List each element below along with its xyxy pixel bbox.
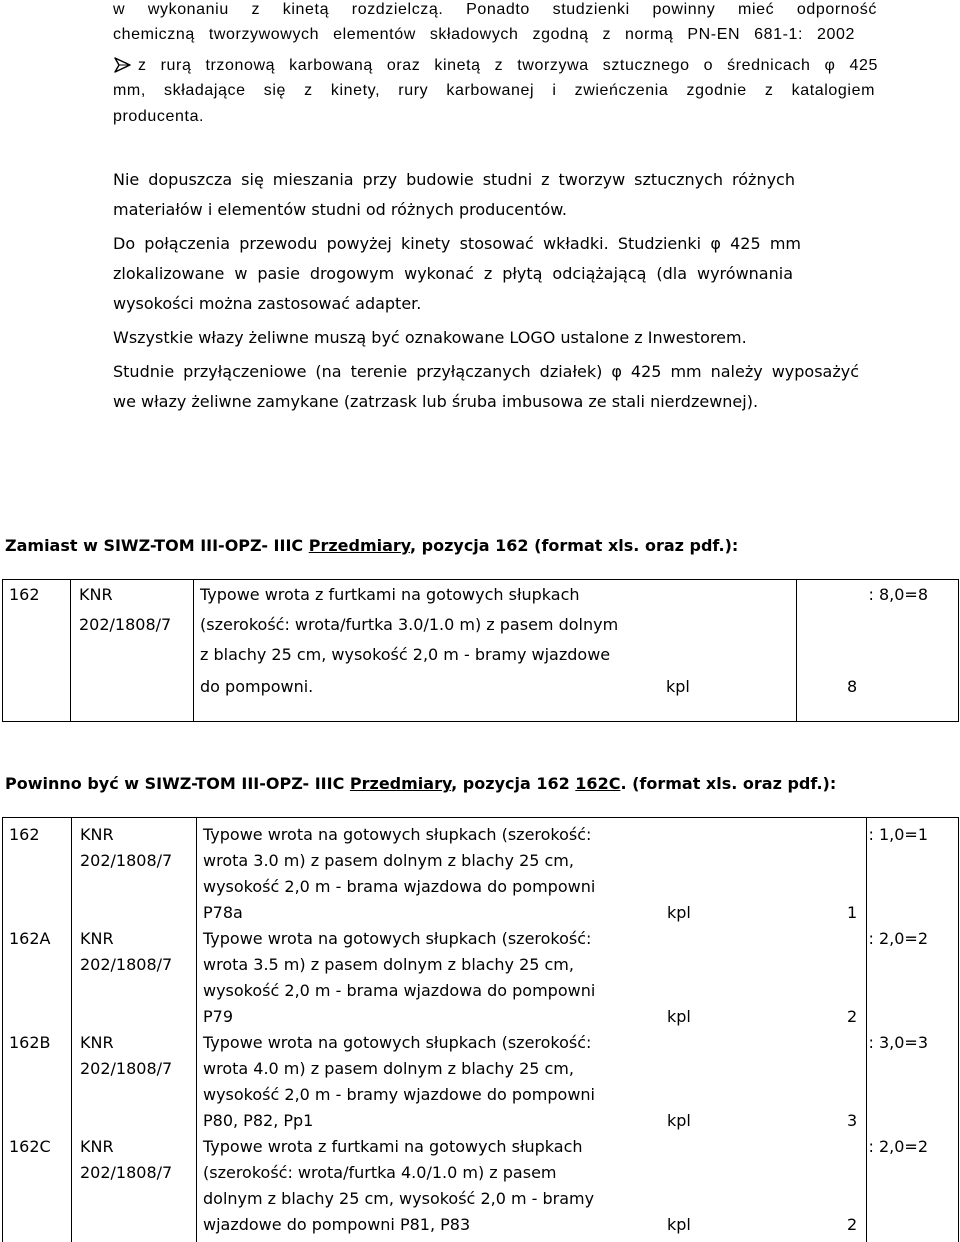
unit-label: kpl (667, 1111, 691, 1130)
section-1-heading-suffix: , pozycja 162 (format xls. oraz pdf.): (410, 536, 738, 555)
calculation-value: : 2,0=2 (868, 929, 928, 948)
section-1-heading (5, 536, 738, 555)
calculation-column (867, 818, 959, 1242)
description-line-4: wjazdowe do pompowni P81, P83 (203, 1215, 470, 1234)
code-column (72, 818, 197, 1242)
code-line-1: KNR (79, 585, 113, 604)
description-line-4: do pompowni. (200, 677, 313, 696)
section-1-heading-prefix: Zamiast w SIWZ-TOM III-OPZ- IIIC (5, 536, 309, 555)
calculation-value: : 8,0=8 (868, 585, 928, 604)
code-line-2: 202/1808/7 (80, 851, 172, 870)
code-line-2: 202/1808/7 (80, 1163, 172, 1182)
position-number: 162 (9, 825, 40, 844)
quantity-value: 8 (847, 677, 857, 696)
table-row (3, 580, 959, 722)
description-line-3: wysokość 2,0 m - bramy wjazdowe do pompowni (203, 1085, 595, 1104)
paragraph-3-line-1: Wszystkie włazy żeliwne muszą być oznakowane LOGO ustalone z Inwestorem. (113, 328, 747, 347)
unit-label: kpl (666, 677, 690, 696)
section-2-heading (5, 774, 836, 793)
section-2-heading-suffix: , pozycja 162 (451, 774, 575, 793)
code-line-2: 202/1808/7 (79, 615, 171, 634)
calculation-value: : 2,0=2 (868, 1137, 928, 1156)
section-1-heading-underlined: Przedmiary (309, 536, 410, 555)
position-number: 162B (9, 1033, 51, 1052)
position-number: 162C (9, 1137, 51, 1156)
section-2-table (2, 817, 959, 1242)
description-cell (194, 580, 797, 722)
description-line-4: P80, P82, Pp1 (203, 1111, 313, 1130)
description-line-2: wrota 3.0 m) z pasem dolnym z blachy 25 cm, (203, 851, 574, 870)
description-line-3: dolnym z blachy 25 cm, wysokość 2,0 m - bramy (203, 1189, 594, 1208)
arrow-bullet-icon (114, 56, 132, 74)
quantity-value: 2 (847, 1007, 857, 1026)
description-line-1: Typowe wrota z furtkami na gotowych słupkach (200, 585, 580, 604)
description-line-4: P78a (203, 903, 243, 922)
calculation-cell (797, 580, 959, 722)
bullet-line-2: mm, składające się z kinety, rury karbowanej i zwieńczenia zgodnie z katalogiem (113, 82, 875, 100)
position-number: 162A (9, 929, 50, 948)
table-row (3, 818, 959, 1242)
calculation-value: : 3,0=3 (868, 1033, 928, 1052)
paragraph-1-line-2: materiałów i elementów studni od różnych producentów. (113, 200, 567, 219)
intro-line-2: chemiczną tworzywowych elementów składowych zgodną z normą PN-EN 681-1: 2002 (113, 26, 855, 44)
description-line-1: Typowe wrota na gotowych słupkach (szerokość: (203, 1033, 591, 1052)
description-line-3: wysokość 2,0 m - brama wjazdowa do pompowni (203, 981, 595, 1000)
description-column (197, 818, 867, 1242)
quantity-value: 1 (847, 903, 857, 922)
unit-label: kpl (667, 1215, 691, 1234)
quantity-value: 3 (847, 1111, 857, 1130)
description-line-2: (szerokość: wrota/furtka 4.0/1.0 m) z pasem (203, 1163, 557, 1182)
paragraph-2-line-2: zlokalizowane w pasie drogowym wykonać z płytą odciążającą (dla wyrównania (113, 264, 793, 283)
description-line-3: wysokość 2,0 m - brama wjazdowa do pompowni (203, 877, 595, 896)
intro-line-1: w wykonaniu z kinetą rozdzielczą. Ponadto studzienki powinny mieć odporność (113, 1, 877, 19)
code-line-1: KNR (80, 1137, 114, 1156)
section-2-heading-underlined: Przedmiary (350, 774, 451, 793)
section-1-table (2, 579, 959, 722)
code-line-1: KNR (80, 1033, 114, 1052)
quantity-value: 2 (847, 1215, 857, 1234)
description-line-2: wrota 4.0 m) z pasem dolnym z blachy 25 cm, (203, 1059, 574, 1078)
paragraph-1-line-1: Nie dopuszcza się mieszania przy budowie studni z tworzyw sztucznych różnych (113, 170, 795, 189)
code-line-2: 202/1808/7 (80, 955, 172, 974)
position-cell (3, 580, 71, 722)
unit-label: kpl (667, 903, 691, 922)
description-line-1: Typowe wrota z furtkami na gotowych słupkach (203, 1137, 583, 1156)
code-line-2: 202/1808/7 (80, 1059, 172, 1078)
description-line-2: wrota 3.5 m) z pasem dolnym z blachy 25 cm, (203, 955, 574, 974)
position-column (3, 818, 72, 1242)
section-2-heading-suffix-2: . (format xls. oraz pdf.): (620, 774, 836, 793)
paragraph-4-line-1: Studnie przyłączeniowe (na terenie przyłączanych działek) φ 425 mm należy wyposażyć (113, 362, 859, 381)
description-line-1: Typowe wrota na gotowych słupkach (szerokość: (203, 825, 591, 844)
paragraph-2-line-1: Do połączenia przewodu powyżej kinety stosować wkładki. Studzienki φ 425 mm (113, 234, 801, 253)
description-line-1: Typowe wrota na gotowych słupkach (szerokość: (203, 929, 591, 948)
bullet-line-3: producenta. (113, 108, 204, 126)
calculation-value: : 1,0=1 (868, 825, 928, 844)
description-line-2: (szerokość: wrota/furtka 3.0/1.0 m) z pasem dolnym (200, 615, 618, 634)
code-cell (71, 580, 194, 722)
section-2-heading-underlined-2: 162C (575, 774, 620, 793)
description-line-3: z blachy 25 cm, wysokość 2,0 m - bramy wjazdowe (200, 645, 610, 664)
unit-label: kpl (667, 1007, 691, 1026)
section-2-heading-prefix: Powinno być w SIWZ-TOM III-OPZ- IIIC (5, 774, 350, 793)
paragraph-2-line-3: wysokości można zastosować adapter. (113, 294, 421, 313)
paragraph-4-line-2: we włazy żeliwne zamykane (zatrzask lub śruba imbusowa ze stali nierdzewnej). (113, 392, 758, 411)
code-line-1: KNR (80, 929, 114, 948)
position-number: 162 (9, 585, 40, 604)
description-line-4: P79 (203, 1007, 233, 1026)
code-line-1: KNR (80, 825, 114, 844)
bullet-line-1: z rurą trzonową karbowaną oraz kinetą z tworzywa sztucznego o średnicach φ 425 (138, 57, 878, 75)
